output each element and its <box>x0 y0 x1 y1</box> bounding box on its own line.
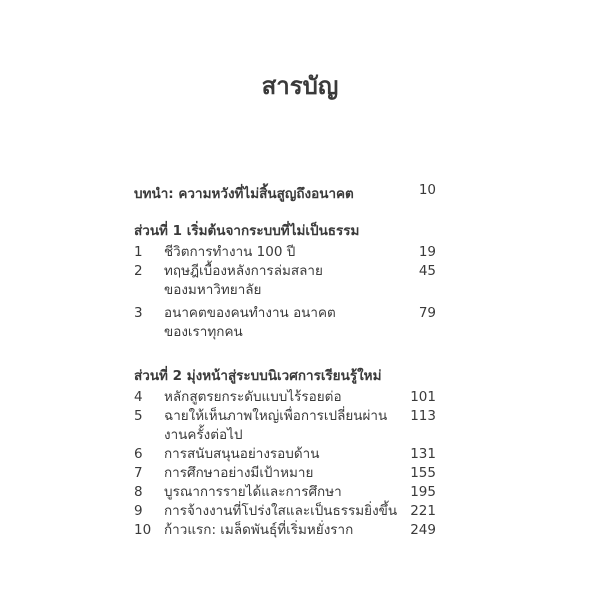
toc-entry <box>134 407 436 445</box>
entry-page: 195 <box>410 484 436 500</box>
entry-page: 79 <box>418 305 436 321</box>
entry-title: อนาคตของคนทำงาน อนาคต ของเราทุกคน <box>164 305 336 340</box>
entry-number: 7 <box>134 465 143 481</box>
entry-page: 45 <box>418 263 436 279</box>
toc-part-1 <box>134 221 436 342</box>
toc-entry <box>134 388 436 407</box>
entry-number: 1 <box>134 244 143 260</box>
toc-entry <box>134 521 436 540</box>
entry-title: ฉายให้เห็นภาพใหญ่เพื่อการเปลี่ยนผ่าน งานครั้งต่อไป <box>164 408 388 443</box>
entry-page: 19 <box>418 244 436 260</box>
entry-page: 113 <box>410 408 436 424</box>
entry-title: ทฤษฎีเบื้องหลังการล่มสลาย ของมหาวิทยาลัย <box>164 263 323 298</box>
entry-number: 8 <box>134 484 143 500</box>
entry-page: 101 <box>410 389 436 405</box>
entry-title: การศึกษาอย่างมีเป้าหมาย <box>164 465 314 481</box>
entry-title: ชีวิตการทำงาน 100 ปี <box>164 244 296 260</box>
entry-page: 131 <box>410 446 436 462</box>
entry-number: 5 <box>134 408 143 424</box>
toc-entry <box>134 464 436 483</box>
toc-entry <box>134 304 436 342</box>
entry-number: 9 <box>134 503 143 519</box>
toc-entry <box>134 483 436 502</box>
toc-entry <box>134 445 436 464</box>
entry-number: 6 <box>134 446 143 462</box>
entry-page: 221 <box>410 503 436 519</box>
toc-entry <box>134 243 436 262</box>
entry-number: 10 <box>134 522 152 538</box>
part-title: ส่วนที่ 2 มุ่งหน้าสู่ระบบนิเวศการเรียนรู้ใหม่ <box>134 368 382 384</box>
part-title: ส่วนที่ 1 เริ่มต้นจากระบบที่ไม่เป็นธรรม <box>134 223 360 239</box>
entry-number: 4 <box>134 389 143 405</box>
toc-intro <box>134 182 436 204</box>
toc-entry <box>134 262 436 300</box>
intro-page: 10 <box>418 182 436 198</box>
entry-title: การจ้างงานที่โปร่งใสและเป็นธรรมยิ่งขึ้น <box>164 503 398 519</box>
page-title: สารบัญ <box>261 72 339 100</box>
intro-title: บทนำ: ความหวังที่ไม่สิ้นสูญถึงอนาคต <box>134 186 354 202</box>
entry-page: 249 <box>410 522 436 538</box>
entry-title: หลักสูตรยกระดับแบบไร้รอยต่อ <box>164 389 342 405</box>
toc-part-2 <box>134 366 436 540</box>
entry-title: การสนับสนุนอย่างรอบด้าน <box>164 446 320 462</box>
entry-title: ก้าวแรก: เมล็ดพันธุ์ที่เริ่มหยั่งราก <box>164 522 354 538</box>
entry-number: 3 <box>134 305 143 321</box>
entry-number: 2 <box>134 263 143 279</box>
toc-entry <box>134 502 436 521</box>
entry-title: บูรณาการรายได้และการศึกษา <box>164 484 342 500</box>
entry-page: 155 <box>410 465 436 481</box>
